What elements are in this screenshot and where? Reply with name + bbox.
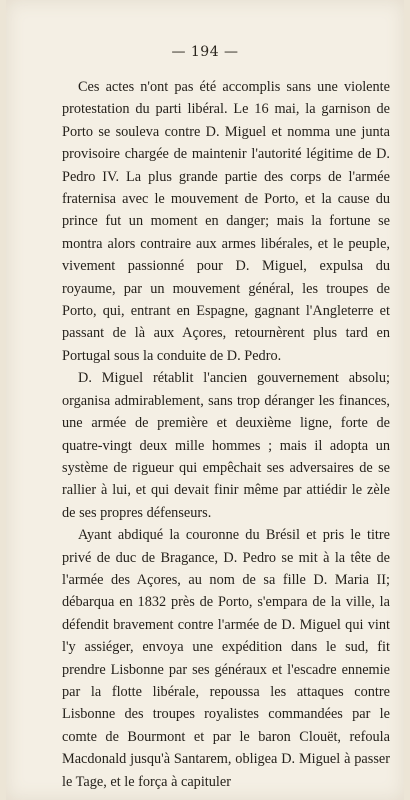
page-number: — 194 —: [171, 44, 239, 60]
paragraph: Ayant abdiqué la couronne du Brésil et pris le titre privé de duc de Bragance, D. Pedro se mit à la tête de l'armée des Açores, au nom de sa fille D. Maria II; débarqua en 1832 près de Porto, s'empara de la ville, la défendit bravement contre l'armée de D. Miguel qui vint l'y assiéger, envoya une expédition dans le sud, fit prendre Lisbonne par ses généraux et l'escadre ennemie par la flotte libérale, repoussa les attaques contre Lisbonne des troupes royalistes commandées par le comte de Bourmont et par le baron Clouët, refoula Macdonald jusqu'à Santarem, obligea D. Miguel à passer le Tage, et le força à capituler: [62, 527, 390, 790]
book-page: [6, 0, 404, 800]
paragraph: Ces actes n'ont pas été accomplis sans une violente protestation du parti libéral. Le 16 mai, la garnison de Porto se souleva contre D. Miguel et nomma une junta provisoire chargée de maintenir l'autorité légitime de D. Pedro IV. La plus grande partie des corps de l'armée fraternisa avec le mouvement de Porto, et la cause du prince fut un moment en danger; mais la fortune se montra alors contraire aux armes libérales, et le peuple, vivement passionné pour D. Miguel, expulsa du royaume, par un mouvement général, les troupes de Porto, qui, entrant en Espagne, gagnant l'Angleterre et passant de là aux Açores, retournèrent plus tard en Portugal sous la conduite de D. Pedro.: [62, 79, 390, 364]
body-text: [62, 76, 390, 793]
paragraph: D. Miguel rétablit l'ancien gouvernement absolu; organisa admirablement, sans trop déranger les finances, une armée de première et deuxième ligne, forte de quatre-vingt deux mille hommes ; mais il adopta un système de rigueur qui empêchait ses adversaires de se rallier à lui, et qui devait finir même par attiédir le zèle de ses propres défenseurs.: [62, 370, 390, 521]
